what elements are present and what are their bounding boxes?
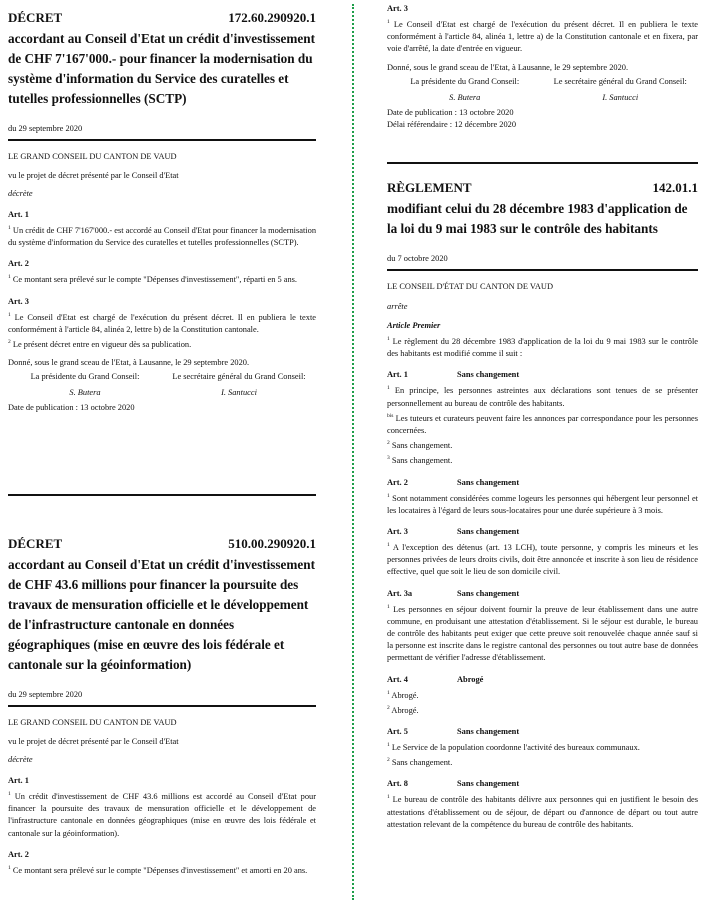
art-3a-heading: Art. 3a Sans changement <box>387 588 520 598</box>
title-rule <box>8 705 316 707</box>
art-2-para: $^1$ Ce montant sera prélevé sur le compte "Dépenses d'investissement", réparti en 5 ans. <box>8 274 298 285</box>
art-3-title: Art. 3 <box>387 4 408 13</box>
art-3-heading: Art. 3 Sans changement <box>387 527 520 537</box>
signature-titles: La présidente du Grand Conseil: Le secrétaire général du Grand Conseil: <box>30 372 306 382</box>
section-rule <box>387 162 698 164</box>
reglement-title: modifiant celui du 28 décembre 1983 d'application de la loi du 9 mai 1983 sur le contrôle des habitants <box>387 201 688 236</box>
authority: LE CONSEIL D'ÉTAT DU CANTON DE VAUD <box>387 282 554 291</box>
art-3-para-2: $^2$ Le présent décret entre en vigueur dès sa publication. <box>8 339 192 350</box>
art-2-para-1: $^1$ Sont notamment considérées comme logeurs les personnes qui hébergent leur personnel et les locataires à l'égard de leurs sous-locataires pour une durée supérieure à 3 mois. <box>387 492 698 515</box>
art-1-heading: Art. 1 Sans changement <box>387 370 520 380</box>
premier-para: $^1$ Le règlement du 28 décembre 1983 d'application de la loi du 9 mai 1983 sur le contrôle des habitants est modifié comme il suit : <box>387 336 698 359</box>
art-5-para-1: $^1$ Le Service de la population coordonne l'activité des bureaux communaux. <box>387 742 640 753</box>
reglement-type: RÈGLEMENT <box>387 180 472 195</box>
art-3a-para-1: $^1$ Les personnes en séjour doivent fournir la preuve de leur établissement dans une autre commune, en produisant une attestation d'établissement. Si le séjour est durable, le bureau de contrôle des habitants peut exiger que cette preuve soit renouvelée chaque année sauf si la personne est inscrite dans le registre cantonal des personnes ou tout autre base de données permettant de vérifier l'adresse d'établissement. <box>387 603 699 663</box>
publication-date: Date de publication : 13 octobre 2020 <box>387 107 514 117</box>
left-column <box>8 0 316 900</box>
art-4-para-2: $^2$ Abrogé. <box>387 705 419 715</box>
decree-type: DÉCRET <box>8 536 63 551</box>
decree-title: accordant au Conseil d'Etat un crédit d'investissement de CHF 43.6 millions pour financer la poursuite des travaux de mensuration officielle et le développement de l'infrastructure cantonale en données géographiques (mise en œuvre des lois fédérale et cantonale sur la géoinformation) <box>8 557 315 672</box>
decrete: décrète <box>8 189 33 198</box>
art-1-title: Art. 1 <box>8 210 29 219</box>
art-5-heading: Art. 5 Sans changement <box>387 727 520 737</box>
art-3-para: $^1$ Le Conseil d'Etat est chargé de l'exécution du présent décret. Il en publiera le texte conformément à l'article 84, alinéa 1, lettre a) de la Constitution cantonale et en fixera, par voie d'arrêté, la date d'entrée en vigueur. <box>387 19 699 54</box>
decree-title: accordant au Conseil d'Etat un crédit d'investissement de CHF 7'167'000.- pour financer la modernisation du système d'information du Service des curatelles et tutelles professionnelles (SCTP) <box>8 31 315 106</box>
decree-1 <box>8 10 316 414</box>
art-1-title: Art. 1 <box>8 776 29 785</box>
art-2-para: $^1$ Ce montant sera prélevé sur le compte "Dépenses d'investissement" et amorti en 20 ans. <box>8 865 308 875</box>
reglement <box>387 180 698 834</box>
art-3-title: Art. 3 <box>8 296 29 306</box>
art-2-heading: Art. 2 Sans changement <box>387 477 520 487</box>
column-divider <box>352 4 354 900</box>
art-3-para-1: $^1$ Le Conseil d'Etat est chargé de l'exécution du présent décret. Il en publiera le texte conformément à l'article 84, alinéa 2, lettre b) de la Constitution cantonale. <box>8 311 317 334</box>
art-3-para-1: $^1$ A l'exception des détenus (art. 13 LCH), toute personne, y compris les mineurs et les personnes privées de leurs droits civils, doit être annoncée et inscrite à son lieu de résidence effective, quel que soit le lieu de son domicile civil. <box>387 542 698 577</box>
decree-2 <box>8 536 316 880</box>
signature-names: S. Butera I. Santucci <box>449 92 639 102</box>
publication-date: Date de publication : 13 octobre 2020 <box>8 403 135 413</box>
art-1-para-1: $^1$ En principe, les personnes astreintes aux déclarations sont tenues de se présenter personnellement au bureau de contrôle des habitants. <box>387 385 698 408</box>
art-1-para-bis: $^{bis}$ Les tuteurs et curateurs peuvent faire les annonces par correspondance pour les personnes concernées. <box>387 413 698 436</box>
art-2-title: Art. 2 <box>8 849 29 859</box>
decree-date: du 29 septembre 2020 <box>8 690 83 699</box>
given-at: Donné, sous le grand sceau de l'Etat, à Lausanne, le 29 septembre 2020. <box>8 358 250 368</box>
authority: LE GRAND CONSEIL DU CANTON DE VAUD <box>8 152 177 161</box>
preamble: vu le projet de décret présenté par le Conseil d'Etat <box>8 171 179 180</box>
decrete: décrète <box>8 755 33 764</box>
decree-2-continued <box>387 4 698 131</box>
signature-titles: La présidente du Grand Conseil: Le secrétaire général du Grand Conseil: <box>410 76 687 86</box>
reglement-date: du 7 octobre 2020 <box>387 254 448 263</box>
art-1-para-3: $^3$ Sans changement. <box>387 455 453 466</box>
decree-number: 510.00.290920.1 <box>228 536 316 551</box>
signature-names: S. Butera I. Santucci <box>69 388 257 398</box>
art-1-para: $^1$ Un crédit de CHF 7'167'000.- est accordé au Conseil d'Etat pour financer la modernisation du système d'information du Service des curatelles et tutelles professionnelles (SCTP). <box>8 225 317 248</box>
art-2-title: Art. 2 <box>8 259 29 269</box>
art-8-heading: Art. 8 Sans changement <box>387 779 520 789</box>
article-premier: Article Premier <box>387 321 441 330</box>
reglement-number: 142.01.1 <box>652 180 698 195</box>
referendum-deadline: Délai référendaire : 12 décembre 2020 <box>387 119 517 129</box>
art-4-para-1: $^1$ Abrogé. <box>387 689 419 700</box>
section-rule <box>8 494 316 496</box>
given-at: Donné, sous le grand sceau de l'Etat, à Lausanne, le 29 septembre 2020. <box>387 62 629 72</box>
art-5-para-2: $^2$ Sans changement. <box>387 757 453 768</box>
right-column <box>387 0 698 900</box>
preamble: vu le projet de décret présenté par le Conseil d'Etat <box>8 737 179 746</box>
authority: LE GRAND CONSEIL DU CANTON DE VAUD <box>8 718 177 727</box>
art-4-heading: Art. 4 Abrogé <box>387 674 484 684</box>
title-rule <box>8 139 316 141</box>
decree-number: 172.60.290920.1 <box>228 10 316 25</box>
decree-date: du 29 septembre 2020 <box>8 124 83 133</box>
art-1-para-2: $^2$ Sans changement. <box>387 440 453 451</box>
art-1-para: $^1$ Un crédit d'investissement de CHF 43.6 millions est accordé au Conseil d'Etat pour financer la poursuite des travaux de mensuration officielle et le développement de l'infrastructure cantonale en données géographiques (mise en œuvre des lois fédérale et cantonale sur la géoinformation). <box>8 791 316 838</box>
title-rule <box>387 269 698 271</box>
decree-type: DÉCRET <box>8 10 63 25</box>
arrete: arrête <box>387 302 408 311</box>
art-8-para-1: $^1$ Le bureau de contrôle des habitants délivre aux personnes qui en justifient le besoin des attestations d'établissement ou de séjour, de départ ou d'annonce de départ ou tout autre attestation relevant de la compétence du bureau de contrôle des habitants. <box>387 794 698 829</box>
